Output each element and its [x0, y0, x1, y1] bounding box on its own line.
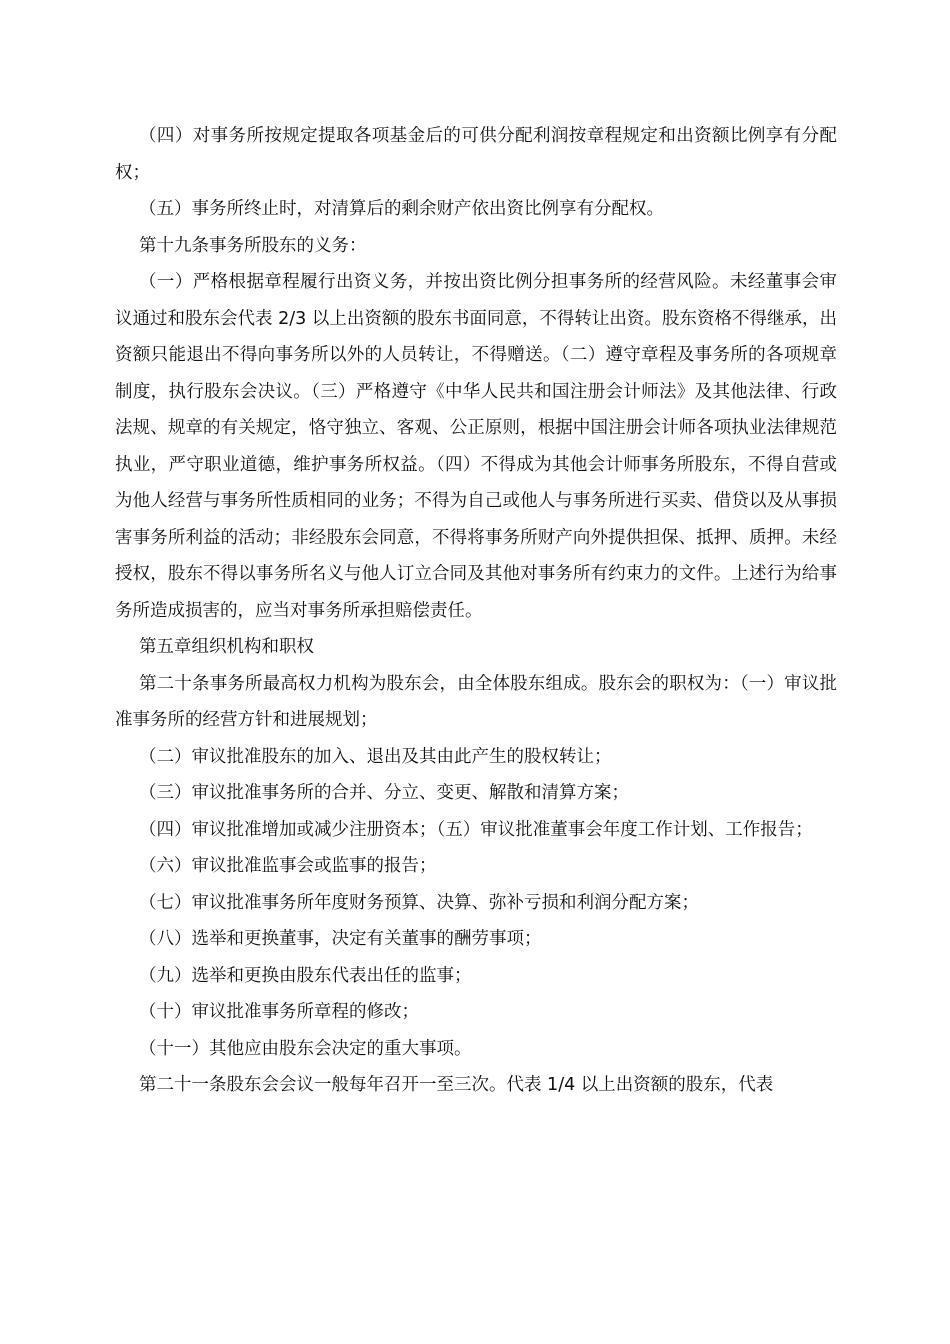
article-21-paragraph: 第二十一条股东会会议一般每年召开一至三次。代表 1/4 以上出资额的股东，代表 — [139, 1075, 774, 1095]
list-item-6: （六）审议批准监事会或监事的报告； — [139, 856, 437, 876]
list-item-7: （七）审议批准事务所年度财务预算、决算、弥补亏损和利润分配方案； — [139, 892, 699, 913]
paragraph-shareholder-obligations: （一）严格根据章程履行出资义务，并按出资比例分担事务所的经营风险。未经董事会审议通过和股东会代表 2/3 以上出资额的股东书面同意，不得转让出资。股东资格不得继承，出资额只能退出不得向事务所以外的人员转让，不得赠送。（二）遵守章程及事务所的各项规章制度，执行股东会决议。（三）严格遵守《中华人民共和国注册会计师法》及其他法律、行政法规、规章的有关规定，恪守独立、客观、公正原则，根据中国注册会计师各项执业法律规范执业，严守职业道德，维护事务所权益。（四）不得成为其他会计师事务所股东，不得自营或为他人经营与事务所性质相同的业务；不得为自己或他人与事务所进行买卖、借贷以及从事损害事务所利益的活动；非经股东会同意，不得将事务所财产向外提供担保、抵押、质押。未经授权，股东不得以事务所名义与他人订立合同及其他对事务所有约束力的文件。上述行为给事务所造成损害的，应当对事务所承担赔偿责任。 — [115, 272, 837, 621]
paragraph-residual-property-right: （五）事务所终止时，对清算后的剩余财产依出资比例享有分配权。 — [139, 199, 664, 219]
list-item-10: （十）审议批准事务所章程的修改； — [139, 1002, 419, 1022]
list-item-3: （三）审议批准事务所的合并、分立、变更、解散和清算方案； — [139, 783, 629, 803]
list-item-11: （十一）其他应由股东会决定的重大事项。 — [139, 1038, 472, 1059]
article-19-heading: 第十九条事务所股东的义务： — [139, 235, 367, 256]
list-item-9: （九）选举和更换由股东代表出任的监事； — [139, 965, 472, 986]
article-20-paragraph: 第二十条事务所最高权力机构为股东会，由全体股东组成。股东会的职权为：（一）审议批准事务所的经营方针和进展规划； — [115, 673, 837, 730]
list-item-2: （二）审议批准股东的加入、退出及其由此产生的股权转让； — [139, 746, 612, 767]
chapter-5-heading: 第五章组织机构和职权 — [139, 637, 314, 657]
paragraph-profit-distribution-right: （四）对事务所按规定提取各项基金后的可供分配利润按章程规定和出资额比例享有分配权； — [115, 126, 837, 183]
document-body — [115, 118, 837, 1104]
list-item-8: （八）选举和更换董事，决定有关董事的酬劳事项； — [139, 929, 542, 949]
list-item-4-5: （四）审议批准增加或减少注册资本；（五）审议批准董事会年度工作计划、工作报告； — [139, 819, 813, 840]
